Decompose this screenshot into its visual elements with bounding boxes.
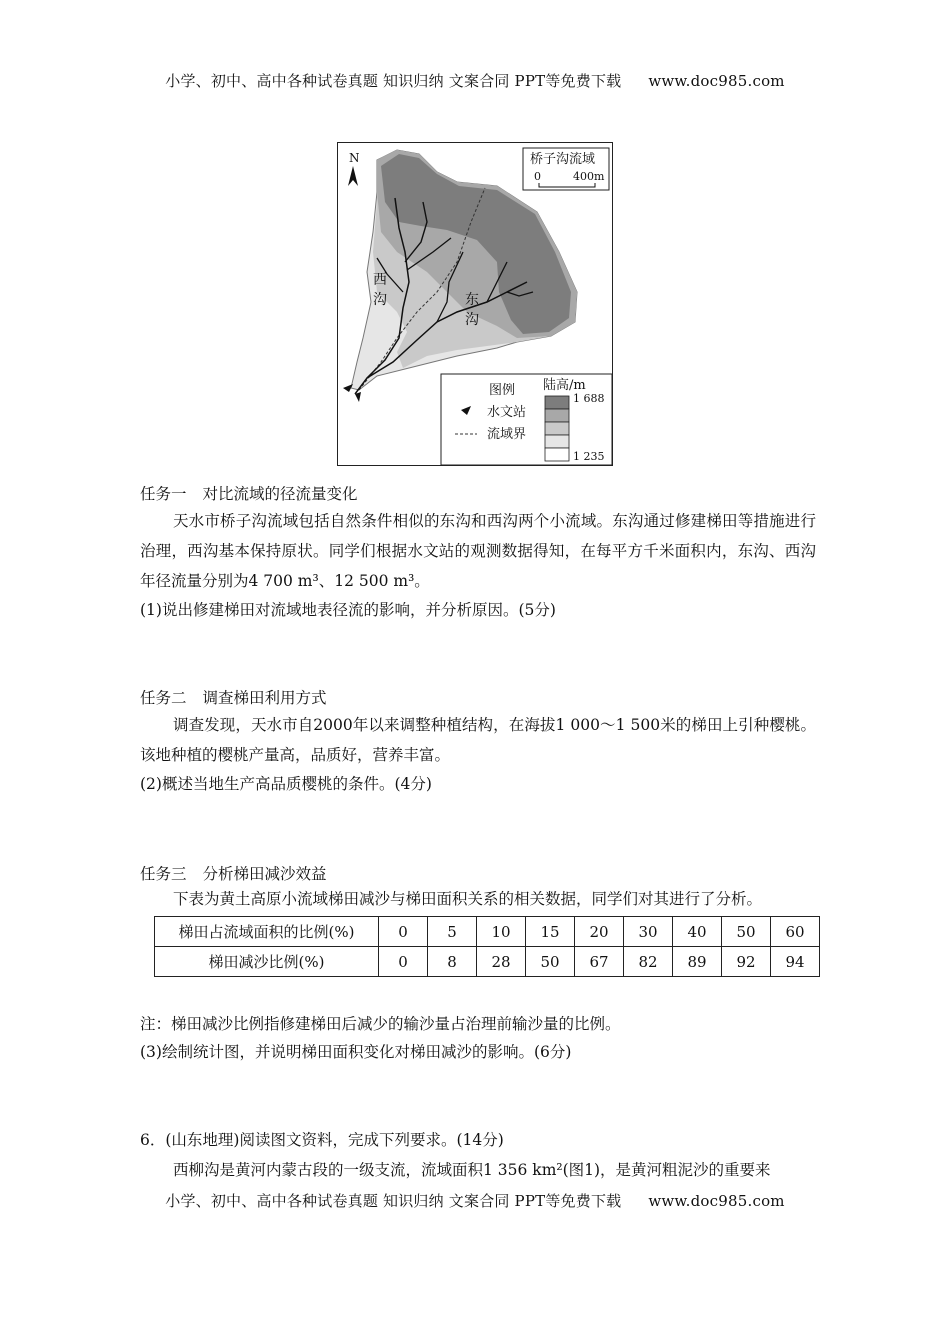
page-header (0, 70, 950, 91)
legend-title: 图例 (489, 383, 516, 398)
east-gully-label-1: 东 (465, 292, 479, 308)
table-cell: 0 (379, 947, 428, 977)
table-cell: 30 (624, 917, 673, 947)
task3-heading (140, 862, 327, 884)
map-title: 桥子沟流域 (530, 152, 596, 167)
table-cell: 60 (771, 917, 820, 947)
task3-paragraph: 下表为黄土高原小流域梯田减沙与梯田面积关系的相关数据，同学们对其进行了分析。 (173, 890, 763, 908)
table-cell: 8 (428, 947, 477, 977)
question-3: (3)绘制统计图，并说明梯田面积变化对梯田减沙的影响。(6分) (140, 1043, 572, 1061)
elevation-title: 陆高/m (543, 378, 586, 393)
footer-text: 小学、初中、高中各种试卷真题 知识归纳 文案合同 PPT等免费下载 (165, 1192, 622, 1210)
table-row (155, 947, 820, 977)
table-cell: 10 (477, 917, 526, 947)
table-row (155, 917, 820, 947)
legend-boundary: 流域界 (487, 427, 527, 442)
table-cell: 5 (428, 917, 477, 947)
terrace-data-table (154, 916, 820, 977)
task3-title: 任务三 (140, 865, 187, 883)
table-row-label: 梯田减沙比例(%) (155, 947, 379, 977)
table-cell: 89 (673, 947, 722, 977)
scale-length: 400m (573, 170, 605, 183)
table-cell: 50 (722, 917, 771, 947)
header-site: www.doc985.com (648, 72, 785, 90)
table-cell: 94 (771, 947, 820, 977)
watershed-map (337, 142, 613, 466)
table-cell: 28 (477, 947, 526, 977)
elevation-max: 1 688 (573, 392, 605, 405)
task1-paragraph: 天水市桥子沟流域包括自然条件相似的东沟和西沟两个小流域。东沟通过修建梯田等措施进行治理，西沟基本保持原状。同学们根据水文站的观测数据得知，在每平方千米面积内，东沟、西沟年径流量分别为4 700 m³、12 500 m³。 (140, 512, 816, 590)
legend-station: 水文站 (487, 405, 527, 420)
task2-title: 任务二 (140, 689, 187, 707)
footer-site: www.doc985.com (648, 1192, 785, 1210)
page-footer (0, 1190, 950, 1211)
table-note: 注：梯田减沙比例指修建梯田后减少的输沙量占治理前输沙量的比例。 (140, 1015, 621, 1033)
task2-heading (140, 686, 327, 708)
elevation-min: 1 235 (573, 450, 605, 463)
table-cell: 20 (575, 917, 624, 947)
scale-zero: 0 (534, 170, 541, 183)
table-cell: 0 (379, 917, 428, 947)
table-cell: 50 (526, 947, 575, 977)
question-2: (2)概述当地生产高品质樱桃的条件。(4分) (140, 775, 432, 793)
task2-subtitle: 调查梯田利用方式 (202, 689, 327, 707)
west-gully-label-1: 西 (373, 272, 387, 288)
table-cell: 92 (722, 947, 771, 977)
north-label: N (349, 151, 360, 165)
task1-title: 任务一 (140, 485, 187, 503)
question-1: (1)说出修建梯田对流域地表径流的影响，并分析原因。(5分) (140, 601, 556, 619)
west-gully-label-2: 沟 (373, 292, 387, 308)
question-6-intro: 6．(山东地理)阅读图文资料，完成下列要求。(14分) (140, 1131, 504, 1149)
task1-subtitle: 对比流域的径流量变化 (202, 485, 358, 503)
table-cell: 40 (673, 917, 722, 947)
task2-paragraph: 调查发现，天水市自2000年以来调整种植结构，在海拔1 000～1 500米的梯田上引种樱桃。该地种植的樱桃产量高，品质好，营养丰富。 (140, 716, 816, 764)
header-text: 小学、初中、高中各种试卷真题 知识归纳 文案合同 PPT等免费下载 (165, 72, 622, 90)
table-row-label: 梯田占流域面积的比例(%) (155, 917, 379, 947)
question-6-paragraph: 西柳沟是黄河内蒙古段的一级支流，流域面积1 356 km²(图1)，是黄河粗泥沙的重要来 (173, 1161, 771, 1179)
table-cell: 82 (624, 947, 673, 977)
table-cell: 67 (575, 947, 624, 977)
task1-heading (140, 482, 358, 504)
table-cell: 15 (526, 917, 575, 947)
east-gully-label-2: 沟 (465, 312, 479, 328)
task3-subtitle: 分析梯田减沙效益 (202, 865, 327, 883)
